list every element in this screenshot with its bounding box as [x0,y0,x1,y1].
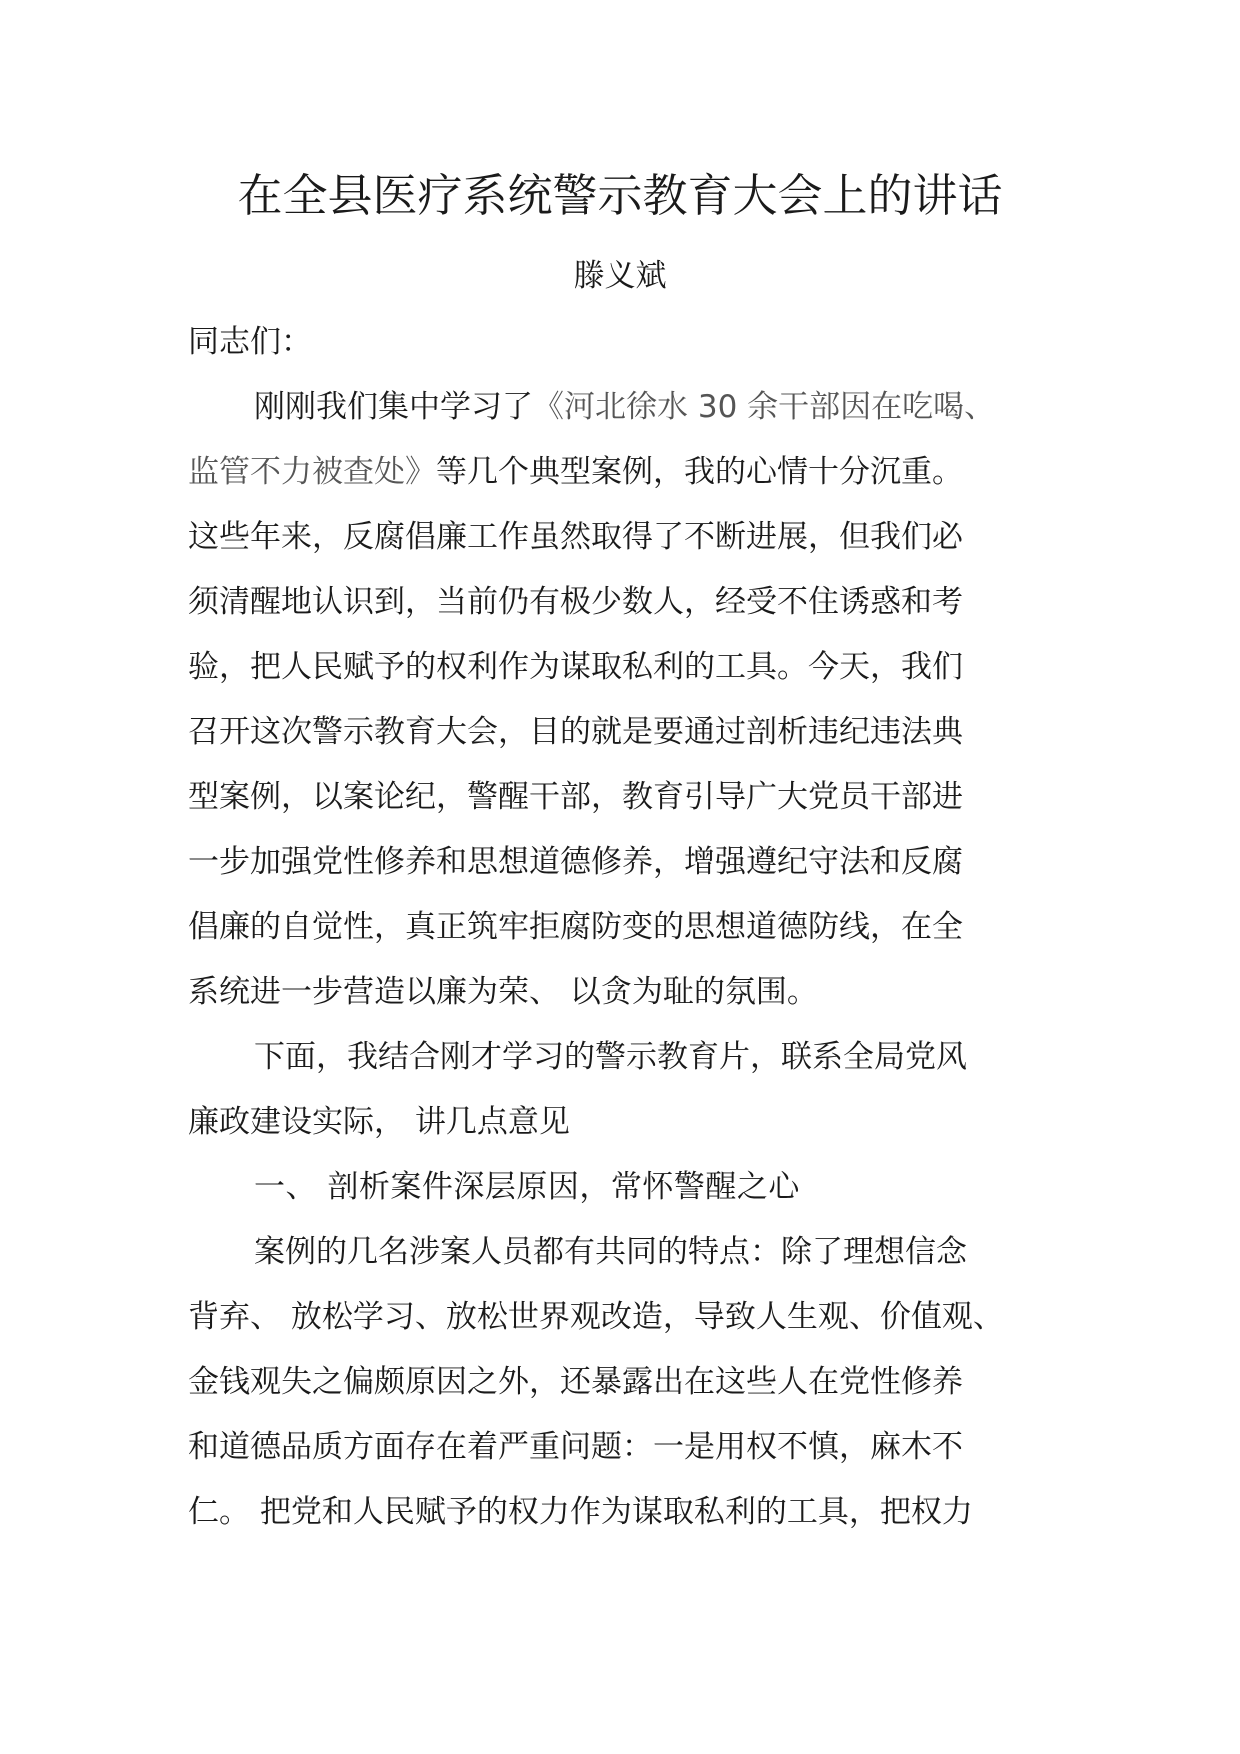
author-name: 滕义斌 [573,258,667,294]
body-line-7: 型案例，以案论纪，警醒干部，教育引导广大党员干部进 [188,779,963,815]
body-text: 等几个典型案例，我的心情十分沉重。 [436,454,963,490]
body-line-17: 和道德品质方面存在着严重问题：一是用权不慎，麻木不 [188,1429,963,1465]
body-line-8: 一步加强党性修养和思想道德修养，增强遵纪守法和反腐 [188,844,963,880]
body-line-14: 案例的几名涉案人员都有共同的特点：除了理想信念 [254,1234,967,1270]
section-heading-1: 一、 剖析案件深层原因，常怀警醒之心 [254,1169,800,1205]
body-line-9: 倡廉的自觉性，真正筑牢拒腐防变的思想道德防线，在全 [188,909,963,945]
body-line-1 [254,385,995,429]
body-line-4: 须清醒地认识到，当前仍有极少数人，经受不住诱惑和考 [188,584,963,620]
document-title: 在全县医疗系统警示教育大会上的讲话 [237,169,1003,222]
body-text: 刚刚我们集中学习了 [254,389,533,425]
body-line-15: 背弃、 放松学习、放松世界观改造，导致人生观、价值观、 [188,1299,1004,1335]
body-line-3: 这些年来，反腐倡廉工作虽然取得了不断进展，但我们必 [188,519,963,555]
body-line-12: 廉政建设实际， 讲几点意见 [188,1104,570,1140]
body-line-11: 下面，我结合刚才学习的警示教育片，联系全局党风 [254,1039,967,1075]
body-line-5: 验，把人民赋予的权利作为谋取私利的工具。今天，我们 [188,649,963,685]
body-line-2 [188,450,963,494]
body-line-18: 仁。 把党和人民赋予的权力作为谋取私利的工具，把权力 [188,1494,973,1530]
body-line-6: 召开这次警示教育大会，目的就是要通过剖析违纪违法典 [188,714,963,750]
body-line-16: 金钱观失之偏颇原因之外，还暴露出在这些人在党性修养 [188,1364,963,1400]
body-line-10: 系统进一步营造以廉为荣、 以贪为耻的氛围。 [188,974,818,1010]
case-title-text: 监管不力被查处》 [188,454,436,490]
case-title-text: 《河北徐水 30 余干部因在吃喝、 [533,389,996,425]
salutation: 同志们： [188,324,312,360]
